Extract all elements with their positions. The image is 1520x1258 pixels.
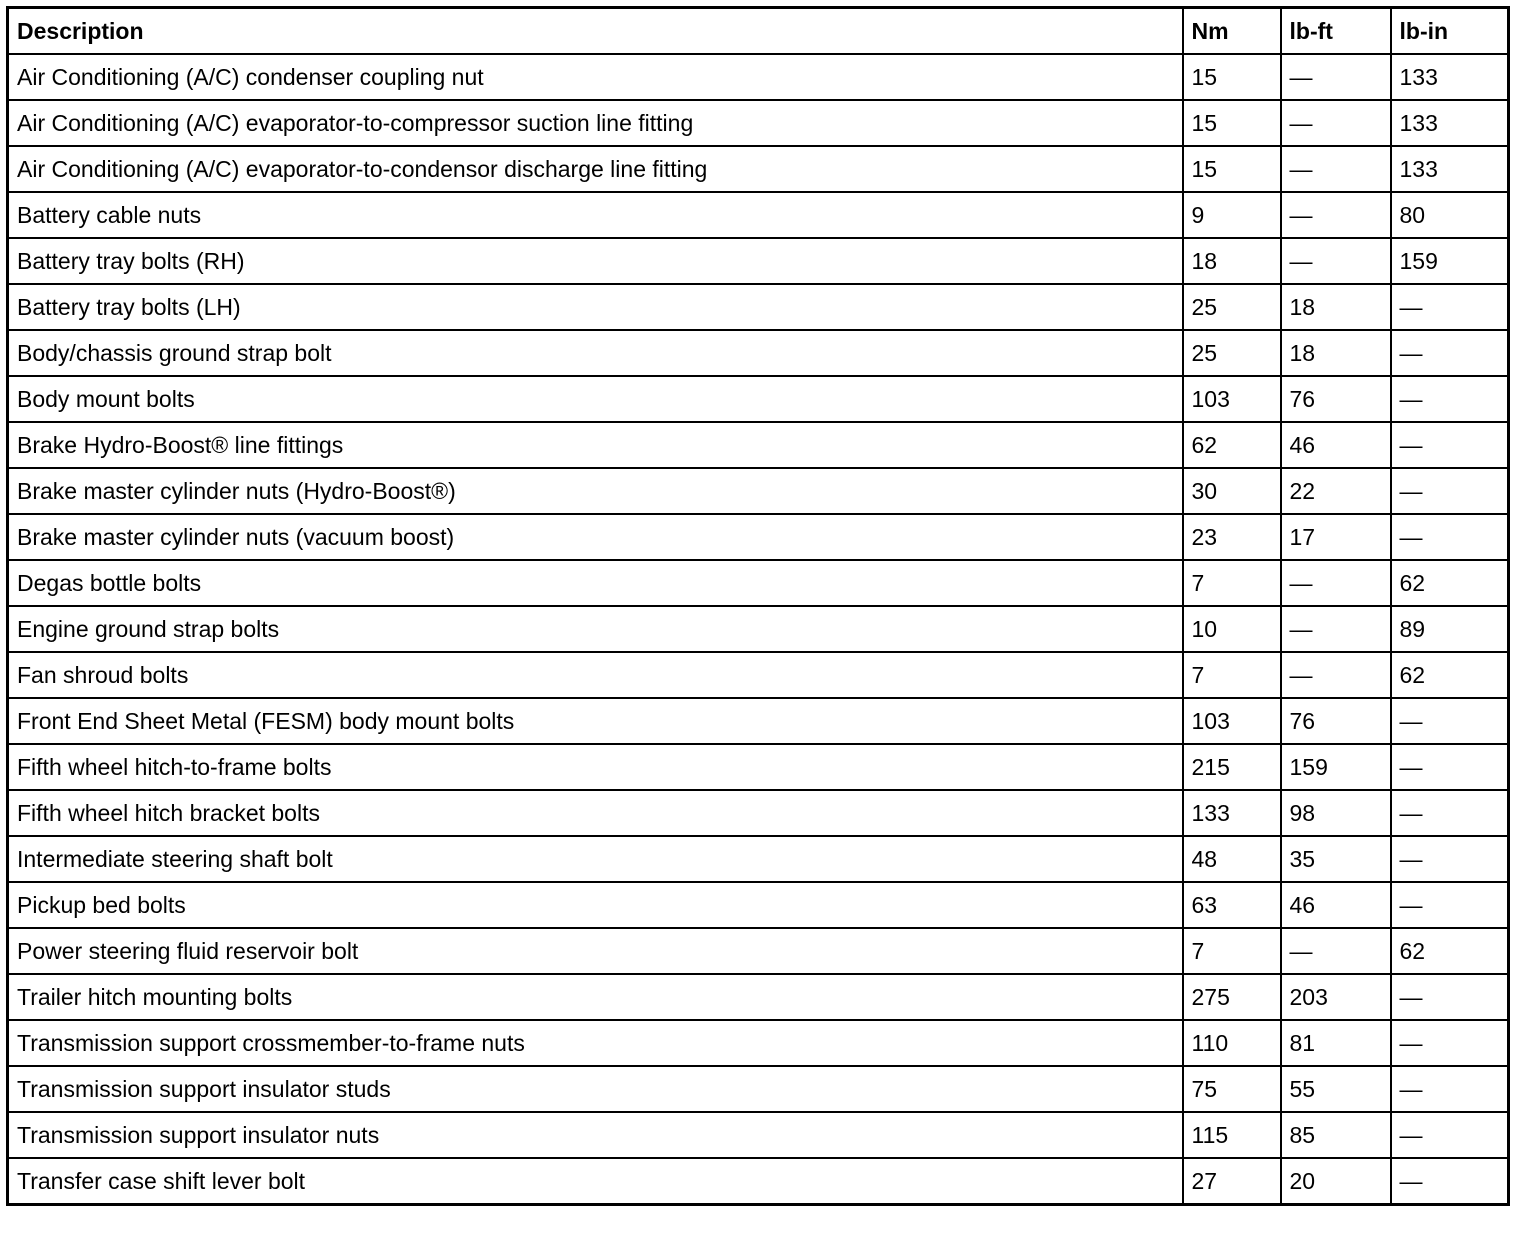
cell-lb-in: — [1391,468,1509,514]
table-row [8,192,1509,238]
cell-lb-ft: 76 [1281,376,1391,422]
cell-lb-ft: — [1281,192,1391,238]
cell-nm: 18 [1183,238,1281,284]
table-header-row [8,8,1509,55]
cell-description: Pickup bed bolts [8,882,1183,928]
table-row [8,836,1509,882]
cell-lb-in: — [1391,1158,1509,1205]
cell-nm: 110 [1183,1020,1281,1066]
table-row [8,284,1509,330]
cell-nm: 15 [1183,100,1281,146]
cell-nm: 133 [1183,790,1281,836]
header-nm: Nm [1183,8,1281,55]
header-description: Description [8,8,1183,55]
cell-lb-ft: — [1281,928,1391,974]
cell-nm: 215 [1183,744,1281,790]
table-row [8,146,1509,192]
cell-nm: 30 [1183,468,1281,514]
cell-lb-ft: — [1281,606,1391,652]
cell-description: Brake Hydro-Boost® line fittings [8,422,1183,468]
cell-lb-in: — [1391,790,1509,836]
cell-lb-ft: — [1281,54,1391,100]
cell-description: Trailer hitch mounting bolts [8,974,1183,1020]
cell-description: Body mount bolts [8,376,1183,422]
cell-nm: 75 [1183,1066,1281,1112]
cell-nm: 15 [1183,54,1281,100]
cell-nm: 115 [1183,1112,1281,1158]
table-row [8,698,1509,744]
cell-description: Power steering fluid reservoir bolt [8,928,1183,974]
cell-description: Air Conditioning (A/C) evaporator-to-compressor suction line fitting [8,100,1183,146]
cell-description: Engine ground strap bolts [8,606,1183,652]
cell-lb-in: 89 [1391,606,1509,652]
table-row [8,238,1509,284]
cell-lb-in: — [1391,744,1509,790]
table-row [8,1112,1509,1158]
cell-description: Fifth wheel hitch bracket bolts [8,790,1183,836]
cell-lb-ft: 18 [1281,330,1391,376]
cell-lb-in: 62 [1391,652,1509,698]
cell-description: Brake master cylinder nuts (vacuum boost) [8,514,1183,560]
table-row [8,974,1509,1020]
cell-description: Battery cable nuts [8,192,1183,238]
cell-nm: 7 [1183,928,1281,974]
cell-description: Brake master cylinder nuts (Hydro-Boost®) [8,468,1183,514]
cell-lb-in: 159 [1391,238,1509,284]
cell-nm: 25 [1183,284,1281,330]
cell-lb-ft: 20 [1281,1158,1391,1205]
cell-lb-ft: 55 [1281,1066,1391,1112]
cell-nm: 7 [1183,652,1281,698]
cell-lb-in: — [1391,514,1509,560]
cell-lb-ft: — [1281,560,1391,606]
header-lb-in: lb-in [1391,8,1509,55]
cell-lb-ft: 85 [1281,1112,1391,1158]
cell-lb-in: 80 [1391,192,1509,238]
cell-lb-in: — [1391,330,1509,376]
cell-lb-in: — [1391,1066,1509,1112]
cell-lb-ft: — [1281,146,1391,192]
cell-nm: 103 [1183,698,1281,744]
cell-lb-ft: — [1281,238,1391,284]
cell-lb-in: 62 [1391,928,1509,974]
cell-description: Intermediate steering shaft bolt [8,836,1183,882]
cell-lb-ft: — [1281,652,1391,698]
cell-nm: 103 [1183,376,1281,422]
table-row [8,652,1509,698]
cell-lb-in: — [1391,1112,1509,1158]
cell-lb-in: — [1391,1020,1509,1066]
table-body [8,54,1509,1205]
cell-lb-ft: 17 [1281,514,1391,560]
cell-description: Body/chassis ground strap bolt [8,330,1183,376]
cell-lb-ft: 18 [1281,284,1391,330]
cell-nm: 62 [1183,422,1281,468]
cell-lb-ft: 203 [1281,974,1391,1020]
cell-description: Transmission support insulator nuts [8,1112,1183,1158]
table-row [8,790,1509,836]
cell-lb-in: — [1391,882,1509,928]
cell-description: Transfer case shift lever bolt [8,1158,1183,1205]
cell-lb-in: — [1391,698,1509,744]
cell-lb-in: 62 [1391,560,1509,606]
cell-lb-ft: 35 [1281,836,1391,882]
cell-lb-ft: 46 [1281,882,1391,928]
cell-description: Battery tray bolts (RH) [8,238,1183,284]
cell-lb-ft: — [1281,100,1391,146]
table-row [8,514,1509,560]
table-row [8,1066,1509,1112]
cell-description: Air Conditioning (A/C) condenser coupling nut [8,54,1183,100]
cell-description: Front End Sheet Metal (FESM) body mount bolts [8,698,1183,744]
cell-description: Fifth wheel hitch-to-frame bolts [8,744,1183,790]
table-row [8,560,1509,606]
table-row [8,422,1509,468]
cell-lb-in: — [1391,376,1509,422]
cell-nm: 25 [1183,330,1281,376]
cell-description: Fan shroud bolts [8,652,1183,698]
cell-description: Transmission support insulator studs [8,1066,1183,1112]
cell-lb-ft: 81 [1281,1020,1391,1066]
cell-lb-in: — [1391,284,1509,330]
cell-lb-in: 133 [1391,54,1509,100]
cell-lb-ft: 46 [1281,422,1391,468]
cell-nm: 27 [1183,1158,1281,1205]
cell-lb-in: 133 [1391,146,1509,192]
cell-description: Degas bottle bolts [8,560,1183,606]
cell-lb-in: 133 [1391,100,1509,146]
cell-lb-in: — [1391,422,1509,468]
cell-description: Air Conditioning (A/C) evaporator-to-condensor discharge line fitting [8,146,1183,192]
cell-lb-ft: 98 [1281,790,1391,836]
table-row [8,330,1509,376]
table-row [8,606,1509,652]
cell-lb-in: — [1391,836,1509,882]
cell-lb-ft: 159 [1281,744,1391,790]
cell-nm: 48 [1183,836,1281,882]
table-row [8,744,1509,790]
cell-description: Transmission support crossmember-to-frame nuts [8,1020,1183,1066]
table-row [8,882,1509,928]
cell-nm: 275 [1183,974,1281,1020]
table-row [8,376,1509,422]
cell-nm: 23 [1183,514,1281,560]
table-row [8,1158,1509,1205]
table-row [8,468,1509,514]
cell-description: Battery tray bolts (LH) [8,284,1183,330]
cell-lb-ft: 22 [1281,468,1391,514]
cell-nm: 15 [1183,146,1281,192]
table-row [8,54,1509,100]
table-row [8,1020,1509,1066]
torque-spec-table [6,6,1510,1206]
table-row [8,100,1509,146]
cell-lb-in: — [1391,974,1509,1020]
cell-lb-ft: 76 [1281,698,1391,744]
cell-nm: 7 [1183,560,1281,606]
cell-nm: 9 [1183,192,1281,238]
cell-nm: 63 [1183,882,1281,928]
cell-nm: 10 [1183,606,1281,652]
table-row [8,928,1509,974]
header-lb-ft: lb-ft [1281,8,1391,55]
